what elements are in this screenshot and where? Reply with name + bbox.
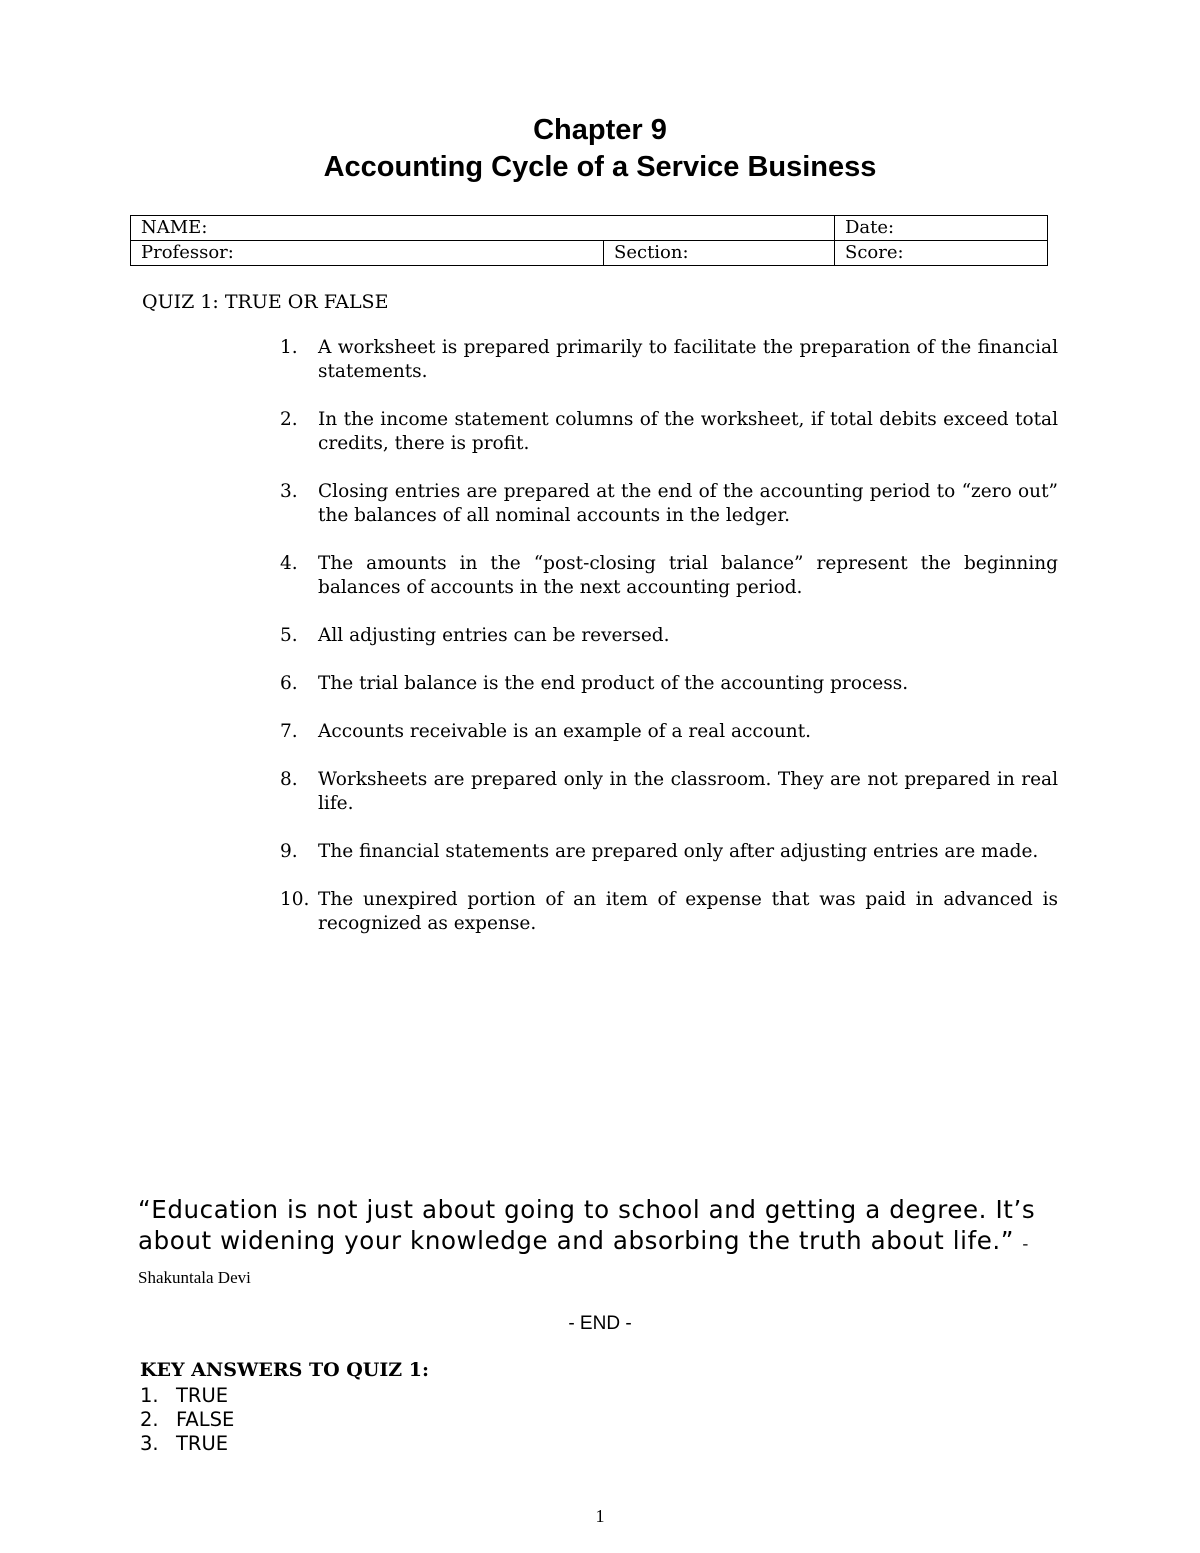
question-number: 3.: [280, 481, 298, 502]
question-text: A worksheet is prepared primarily to facilitate the preparation of the financial statements.: [318, 337, 1058, 382]
info-row: [131, 241, 1048, 266]
section-field: Section:: [604, 241, 835, 266]
student-info-table: [130, 215, 1048, 266]
question-text: The unexpired portion of an item of expense that was paid in advanced is recognized as expense.: [318, 889, 1058, 934]
professor-field: Professor:: [131, 241, 604, 266]
answer-value: TRUE: [176, 1384, 229, 1407]
question-text: The amounts in the “post-closing trial balance” represent the beginning balances of accounts in the next accounting period.: [318, 553, 1058, 598]
answer-value: TRUE: [176, 1432, 229, 1455]
question-number: 2.: [280, 409, 298, 430]
question-text: The trial balance is the end product of the accounting process.: [318, 673, 909, 694]
question-number: 9.: [280, 841, 298, 862]
question-item: [270, 480, 1058, 528]
document-title: Accounting Cycle of a Service Business: [323, 151, 877, 183]
answer-number: 2.: [140, 1408, 159, 1431]
name-field: NAME:: [131, 216, 835, 241]
question-number: 8.: [280, 769, 298, 790]
question-number: 6.: [280, 673, 298, 694]
question-item: [270, 720, 1058, 744]
answer-number: 1.: [140, 1384, 159, 1407]
info-row: [131, 216, 1048, 241]
answer-value: FALSE: [176, 1408, 235, 1431]
question-item: [270, 624, 1058, 648]
question-item: [270, 888, 1058, 936]
answer-item: [140, 1384, 234, 1408]
question-item: [270, 408, 1058, 456]
question-item: [270, 552, 1058, 600]
question-number: 1.: [280, 337, 298, 358]
page-number: 1: [595, 1506, 605, 1526]
quote-block: [138, 1194, 1078, 1293]
question-item: [270, 672, 1058, 696]
answer-item: [140, 1432, 234, 1456]
question-number: 4.: [280, 553, 298, 574]
quote-author: - Shakuntala Devi: [138, 1234, 1029, 1287]
end-marker: - END -: [568, 1313, 632, 1334]
question-list: [270, 336, 1058, 960]
question-number: 5.: [280, 625, 298, 646]
question-number: 7.: [280, 721, 298, 742]
answer-item: [140, 1408, 234, 1432]
chapter-title: Chapter 9: [533, 114, 667, 146]
question-item: [270, 840, 1058, 864]
question-number: 10.: [280, 889, 310, 910]
answer-number: 3.: [140, 1432, 159, 1455]
question-text: The financial statements are prepared only after adjusting entries are made.: [318, 841, 1039, 862]
quote-text: “Education is not just about going to school and getting a degree. It’s about widening your knowledge and absorbing the truth about life.”: [138, 1195, 1036, 1255]
quiz-heading: QUIZ 1: TRUE OR FALSE: [142, 291, 389, 313]
question-text: Closing entries are prepared at the end of the accounting period to “zero out” the balances of all nominal accounts in the ledger.: [318, 481, 1058, 526]
date-field: Date:: [835, 216, 1048, 241]
question-text: All adjusting entries can be reversed.: [318, 625, 670, 646]
question-item: [270, 336, 1058, 384]
score-field: Score:: [835, 241, 1048, 266]
question-text: Accounts receivable is an example of a real account.: [318, 721, 812, 742]
key-answers-heading: KEY ANSWERS TO QUIZ 1:: [140, 1359, 429, 1381]
question-text: In the income statement columns of the worksheet, if total debits exceed total credits, there is profit.: [318, 409, 1058, 454]
question-text: Worksheets are prepared only in the classroom. They are not prepared in real life.: [318, 769, 1058, 814]
key-answers-list: [140, 1384, 234, 1456]
question-item: [270, 768, 1058, 816]
